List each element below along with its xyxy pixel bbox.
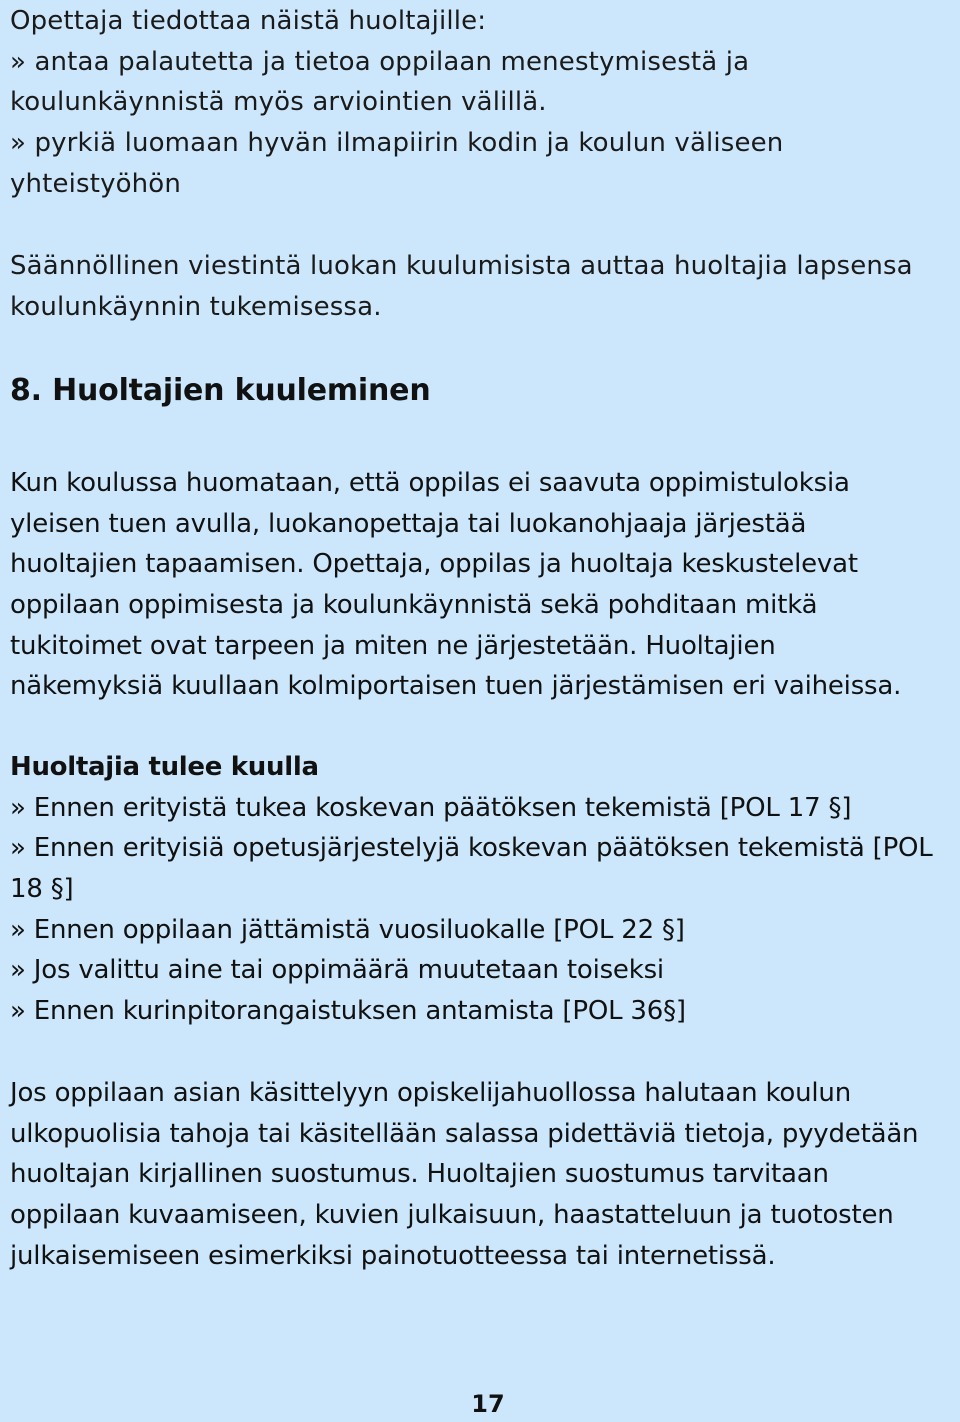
consent-line: julkaisemiseen esimerkiksi painotuotteessa tai internetissä. [10, 1240, 776, 1271]
paragraph-line: näkemyksiä kuullaan kolmiportaisen tuen järjestämisen eri vaiheissa. [10, 671, 902, 702]
consent-line: oppilaan kuvaamiseen, kuvien julkaisuun, haastatteluun ja tuotosten [10, 1200, 894, 1231]
communication-block [10, 246, 958, 327]
section-paragraph [10, 463, 958, 707]
paragraph-line: yleisen tuen avulla, luokanopettaja tai luokanohjaaja järjestää [10, 508, 807, 539]
consent-line: huoltajan kirjallinen suostumus. Huoltajien suostumus tarvitaan [10, 1159, 829, 1190]
paragraph-line: oppilaan oppimisesta ja koulunkäynnistä sekä pohditaan mitkä [10, 590, 818, 621]
section-heading-block [10, 369, 958, 413]
intro-line: yhteistyöhön [10, 168, 181, 199]
hearing-block [10, 747, 958, 1032]
paragraph-line: huoltajien tapaamisen. Opettaja, oppilas ja huoltaja keskustelevat [10, 549, 858, 580]
paragraph-line: Kun koulussa huomataan, että oppilas ei saavuta oppimistuloksia [10, 468, 850, 498]
consent-paragraph [10, 1073, 958, 1276]
intro-line: » antaa palautetta ja tietoa oppilaan menestymisestä ja [10, 46, 750, 77]
paragraph-line: tukitoimet ovat tarpeen ja miten ne järjestetään. Huoltajien [10, 630, 776, 661]
hearing-list-item: » Ennen oppilaan jättämistä vuosiluokalle [POL 22 §] [10, 914, 685, 945]
hearing-list-item: » Jos valittu aine tai oppimäärä muutetaan toiseksi [10, 955, 664, 986]
consent-line: Jos oppilaan asian käsittelyyn opiskelijahuollossa halutaan koulun [10, 1078, 851, 1108]
hearing-list-item: 18 §] [10, 874, 74, 905]
hearing-list-item: » Ennen erityisiä opetusjärjestelyjä koskevan päätöksen tekemistä [POL [10, 833, 933, 864]
intro-line: » pyrkiä luomaan hyvän ilmapiirin kodin ja koulun väliseen [10, 128, 784, 159]
hearing-list-item: » Ennen kurinpitorangaistuksen antamista [POL 36§] [10, 996, 686, 1027]
communication-line: koulunkäynnin tukemisessa. [10, 291, 382, 322]
intro-line: koulunkäynnistä myös arviointien välillä. [10, 87, 547, 118]
section-title: 8. Huoltajien kuuleminen [10, 373, 431, 408]
intro-block [10, 1, 958, 204]
page-number: 17 [471, 1390, 505, 1418]
communication-line: Säännöllinen viestintä luokan kuulumisista auttaa huoltajia lapsensa [10, 251, 913, 281]
hearing-subtitle: Huoltajia tulee kuulla [10, 752, 319, 782]
hearing-list-item: » Ennen erityistä tukea koskevan päätöksen tekemistä [POL 17 §] [10, 792, 852, 823]
intro-line: Opettaja tiedottaa näistä huoltajille: [10, 6, 487, 36]
consent-line: ulkopuolisia tahoja tai käsitellään salassa pidettäviä tietoja, pyydetään [10, 1118, 919, 1149]
